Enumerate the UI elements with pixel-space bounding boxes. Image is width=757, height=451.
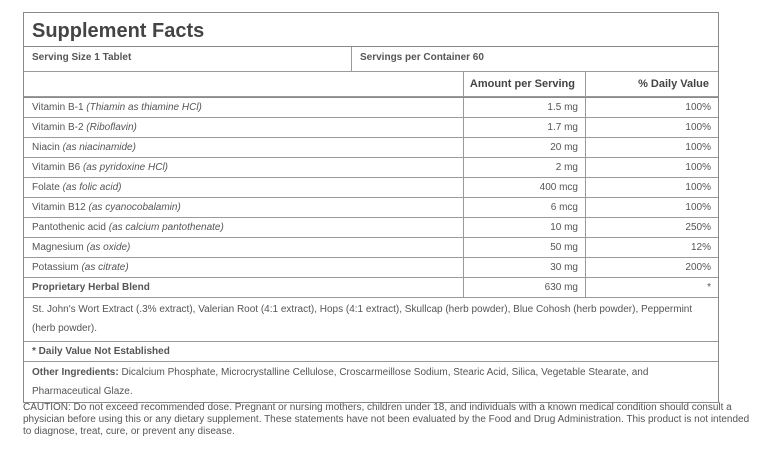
nutrient-dv: 100% [685,182,711,193]
nutrient-amount: 400 mcg [464,178,586,197]
nutrient-dv: 250% [685,222,711,233]
nutrient-dv: 12% [690,242,711,253]
blend-ingredients: St. John's Wort Extract (.3% extract), Valerian Root (4:1 extract), Hops (4:1 extract), Skullcap (herb powder), Blue Cohosh (herb powder), Peppermint (herb powder). [32,304,693,334]
nutrient-dv: 100% [685,202,711,213]
other-ingredients-label: Other Ingredients: [32,367,119,378]
caution-text: CAUTION: Do not exceed recommended dose. Pregnant or nursing mothers, children under 18, and individuals with a known medical condition should consult a physician before using this or any dietary supplement. These statements have not been evaluated by the Food and Drug Administration. This product is not intended to diagnose, treat, cure, or prevent any disease. [23,402,750,437]
nutrient-source: (as calcium pantothenate) [108,222,224,233]
nutrient-source: (as niacinamide) [62,142,136,153]
dv-note-row [24,342,718,362]
nutrient-row [24,178,718,198]
blend-ingredients-row [24,298,718,342]
nutrient-row [24,97,718,118]
nutrient-source: (as folic acid) [62,182,122,193]
blend-dv: * [707,282,711,293]
nutrient-name: Vitamin B12 [32,202,86,213]
nutrient-dv: 100% [685,122,711,133]
nutrient-name: Vitamin B-1 [32,102,84,113]
nutrient-dv: 100% [685,142,711,153]
nutrient-amount: 20 mg [464,138,586,157]
nutrient-name: Pantothenic acid [32,222,106,233]
nutrient-row [24,138,718,158]
nutrient-source: (as citrate) [81,262,129,273]
nutrient-name: Vitamin B6 [32,162,81,173]
nutrient-amount: 1.5 mg [464,98,586,117]
blend-amount: 630 mg [464,278,586,297]
header-blank [24,72,464,96]
header-daily-value: % Daily Value [638,78,709,90]
nutrient-amount: 6 mcg [464,198,586,217]
nutrient-name: Potassium [32,262,79,273]
nutrient-name: Magnesium [32,242,84,253]
nutrient-dv: 100% [685,162,711,173]
other-ingredients [24,362,718,402]
panel-title: Supplement Facts [24,13,718,47]
nutrient-row [24,198,718,218]
nutrient-row [24,118,718,138]
nutrient-row [24,238,718,258]
nutrient-amount: 30 mg [464,258,586,277]
nutrient-source: (Riboflavin) [86,122,137,133]
serving-info-row [24,47,718,72]
nutrient-amount: 1.7 mg [464,118,586,137]
nutrient-source: (as oxide) [86,242,131,253]
servings-per-container: Servings per Container 60 [360,52,484,63]
other-ingredients-row [24,362,718,402]
nutrient-row [24,258,718,278]
nutrient-amount: 2 mg [464,158,586,177]
nutrient-dv: 100% [685,102,711,113]
nutrient-source: (as cyanocobalamin) [88,202,181,213]
nutrient-source: (Thiamin as thiamine HCl) [86,102,202,113]
daily-value-note: * Daily Value Not Established [32,346,170,357]
nutrient-row [24,218,718,238]
nutrient-amount: 50 mg [464,238,586,257]
nutrient-name: Vitamin B-2 [32,122,84,133]
other-ingredients-text: Dicalcium Phosphate, Microcrystalline Cellulose, Croscarmeillose Sodium, Stearic Acid, Silica, Vegetable Stearate, and Pharmaceutical Glaze. [32,367,649,397]
supplement-facts-panel [23,12,719,403]
nutrient-dv: 200% [685,262,711,273]
nutrient-name: Niacin [32,142,60,153]
column-header-row [24,72,718,97]
nutrient-source: (as pyridoxine HCl) [82,162,168,173]
header-amount: Amount per Serving [464,72,586,96]
nutrient-name: Folate [32,182,60,193]
blend-name: Proprietary Herbal Blend [24,278,464,297]
serving-size: Serving Size 1 Tablet [24,47,352,71]
proprietary-blend-row [24,278,718,298]
nutrient-row [24,158,718,178]
nutrient-amount: 10 mg [464,218,586,237]
